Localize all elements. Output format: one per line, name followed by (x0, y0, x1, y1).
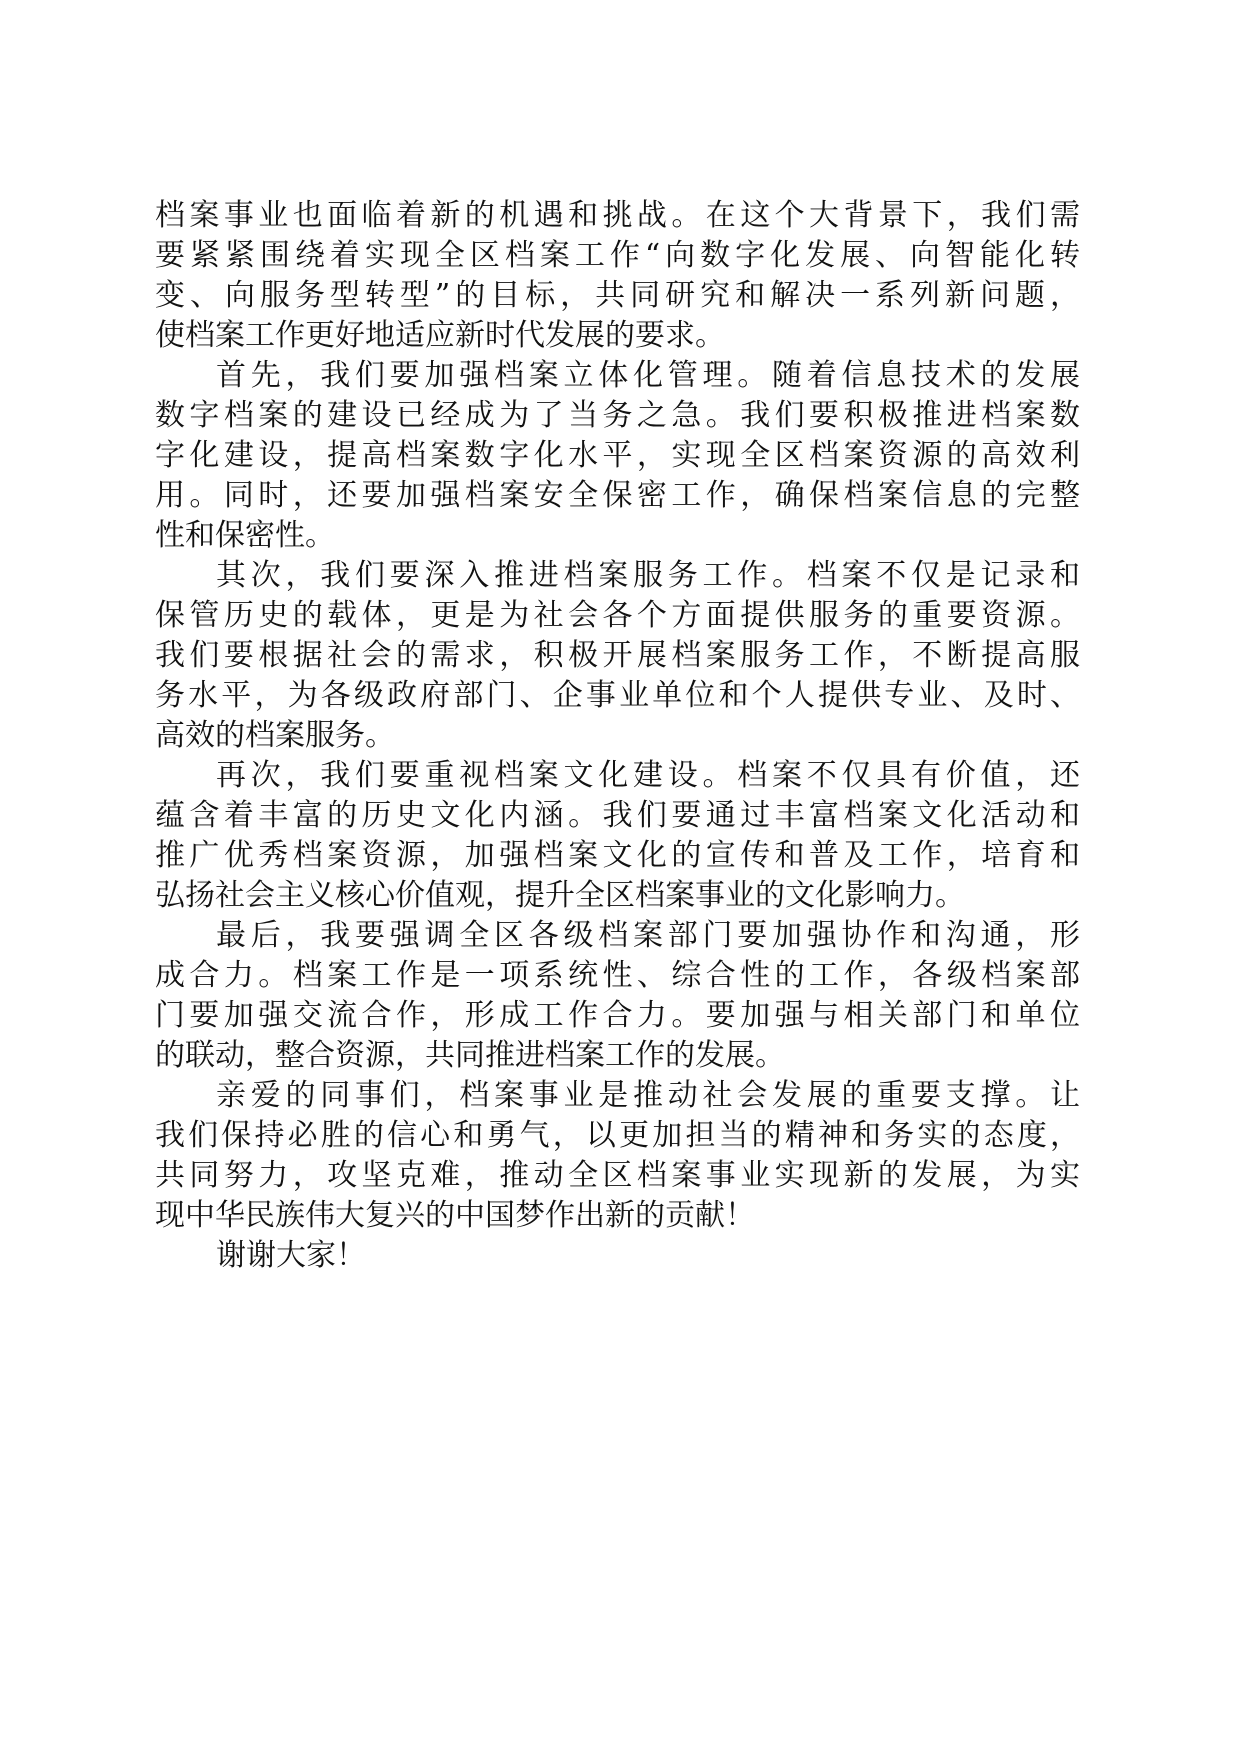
text-line: 谢谢大家！ (216, 1238, 366, 1273)
text-line: 其次，我们要深入推进档案服务工作。档案不仅是记录和 (216, 558, 1080, 593)
text-line: 用。同时，还要加强档案安全保密工作，确保档案信息的完整 (155, 478, 1080, 513)
text-line: 首先，我们要加强档案立体化管理。随着信息技术的发展 (216, 358, 1080, 393)
text-line: 蕴含着丰富的历史文化内涵。我们要通过丰富档案文化活动和 (155, 798, 1080, 833)
text-line: 务水平，为各级政府部门、企事业单位和个人提供专业、及时、 (155, 678, 1080, 713)
text-line: 保管历史的载体，更是为社会各个方面提供服务的重要资源。 (155, 598, 1080, 633)
paragraph (155, 756, 1080, 916)
text-line: 推广优秀档案资源，加强档案文化的宣传和普及工作，培育和 (155, 838, 1080, 873)
paragraph (155, 196, 1080, 356)
text-line: 我们要根据社会的需求，积极开展档案服务工作，不断提高服 (155, 638, 1080, 673)
text-line: 成合力。档案工作是一项系统性、综合性的工作，各级档案部 (155, 958, 1080, 993)
text-line: 档案事业也面临着新的机遇和挑战。在这个大背景下，我们需 (155, 198, 1080, 233)
text-line: 使档案工作更好地适应新时代发展的要求。 (155, 318, 725, 353)
text-line: 现中华民族伟大复兴的中国梦作出新的贡献！ (155, 1198, 755, 1233)
text-line: 变、向服务型转型”的目标，共同研究和解决一系列新问题， (155, 278, 1080, 313)
text-line: 亲爱的同事们，档案事业是推动社会发展的重要支撑。让 (216, 1078, 1080, 1113)
text-line: 弘扬社会主义核心价值观，提升全区档案事业的文化影响力。 (155, 878, 965, 913)
text-line: 数字档案的建设已经成为了当务之急。我们要积极推进档案数 (155, 398, 1080, 433)
text-line: 再次，我们要重视档案文化建设。档案不仅具有价值，还 (216, 758, 1080, 793)
text-line: 共同努力，攻坚克难，推动全区档案事业实现新的发展，为实 (155, 1158, 1080, 1193)
text-line: 最后，我要强调全区各级档案部门要加强协作和沟通，形 (216, 918, 1080, 953)
text-line: 门要加强交流合作，形成工作合力。要加强与相关部门和单位 (155, 998, 1080, 1033)
text-line: 字化建设，提高档案数字化水平，实现全区档案资源的高效利 (155, 438, 1080, 473)
document-body (155, 196, 1080, 1276)
text-line: 我们保持必胜的信心和勇气，以更加担当的精神和务实的态度， (155, 1118, 1080, 1153)
paragraph (155, 556, 1080, 756)
text-line: 性和保密性。 (155, 518, 335, 553)
text-line: 要紧紧围绕着实现全区档案工作“向数字化发展、向智能化转 (155, 238, 1080, 273)
paragraph (155, 1076, 1080, 1236)
closing-paragraph (155, 1236, 1080, 1276)
paragraph (155, 916, 1080, 1076)
text-line: 的联动，整合资源，共同推进档案工作的发展。 (155, 1038, 785, 1073)
text-line: 高效的档案服务。 (155, 718, 395, 753)
paragraph (155, 356, 1080, 556)
